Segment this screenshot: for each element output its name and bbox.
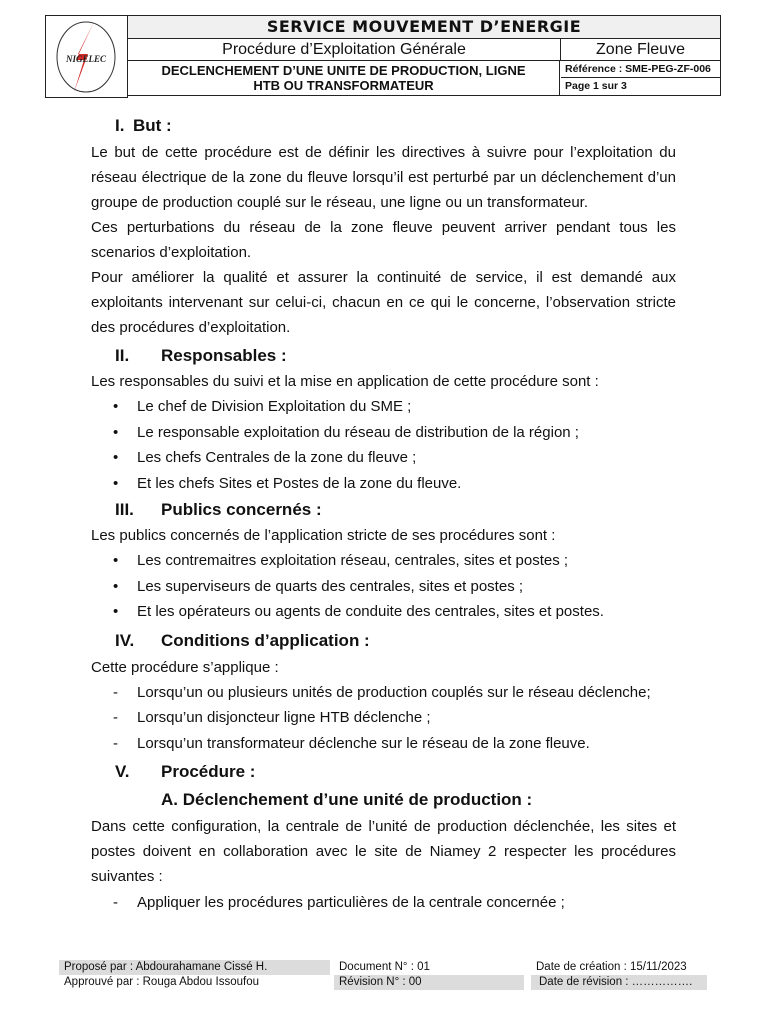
bullet-marker: • <box>113 552 119 569</box>
dash-marker: - <box>113 709 118 726</box>
lightning-logo-icon <box>54 20 118 94</box>
paragraph: Les publics concernés de l’application stricte de ses procédures sont : <box>91 527 556 544</box>
section-number: III. <box>115 500 134 519</box>
list-item: • Les chefs Centrales de la zone du fleuve ; <box>91 445 676 471</box>
section-number: V. <box>115 762 130 781</box>
page-counter: Page 1 sur 3 <box>565 80 627 92</box>
svg-text:NIGELEC: NIGELEC <box>65 54 107 64</box>
section-title: But : <box>133 116 172 135</box>
paragraph: Ces perturbations du réseau de la zone fleuve peuvent arriver pendant tous les scenarios d’exploitation. <box>91 219 676 261</box>
bullet-marker: • <box>113 398 119 415</box>
revision-date: Date de révision : ……………. <box>531 975 707 990</box>
paragraph: Le but de cette procédure est de définir les directives à suivre pour l’exploitation du réseau électrique de la zone du fleuve lorsqu’il est perturbé par un déclenchement d’un groupe de production couplé sur le réseau, une ligne ou un transformateur. <box>91 144 676 211</box>
service-title: SERVICE MOUVEMENT D’ENERGIE <box>128 16 720 39</box>
creation-date: Date de création : 15/11/2023 <box>536 961 687 973</box>
bullet-marker: • <box>113 474 119 492</box>
document-title-line2: HTB OU TRANSFORMATEUR <box>253 78 434 93</box>
bullet-marker: • <box>113 423 119 441</box>
document-header <box>45 15 722 98</box>
proposed-by: Proposé par : Abdourahamane Cissé H. <box>59 960 330 975</box>
section-heading-responsables <box>91 342 676 369</box>
section-title: Conditions d’application : <box>161 630 370 650</box>
procedure-list <box>91 890 676 916</box>
dash-marker: - <box>113 734 118 752</box>
list-item: • Le responsable exploitation du réseau de distribution de la région ; <box>91 420 676 446</box>
list-item: • Et les opérateurs ou agents de conduite des centrales, sites et postes. <box>91 599 676 625</box>
list-item: • Le chef de Division Exploitation du SME ; <box>91 394 676 420</box>
document-title-line1: DECLENCHEMENT D’UNE UNITE DE PRODUCTION, LIGNE <box>161 63 526 78</box>
dash-marker: - <box>113 894 118 911</box>
reference-label: Référence : SME-PEG-ZF-006 <box>561 61 720 78</box>
section-number: II. <box>115 346 130 365</box>
list-item: - Lorsqu’un transformateur déclenche sur le réseau de la zone fleuve. <box>91 731 676 757</box>
list-item: - Lorsqu’un ou plusieurs unités de production couplés sur le réseau déclenche; <box>91 680 676 706</box>
section-title: Responsables : <box>161 346 287 365</box>
section-heading-procedure <box>91 758 676 785</box>
section-heading-but <box>91 113 676 139</box>
responsables-list <box>91 394 676 496</box>
publics-list <box>91 548 676 625</box>
zone-label: Zone Fleuve <box>596 41 685 58</box>
procedure-type: Procédure d’Exploitation Générale <box>128 39 561 60</box>
paragraph: Pour améliorer la qualité et assurer la continuité de service, il est demandé aux exploitants intervenant sur celui-ci, chacun en ce qui le concerne, l’observation stricte des procédures d’exploitation. <box>91 269 676 336</box>
approved-by: Approuvé par : Rouga Abdou Issoufou <box>64 976 260 988</box>
section-number: IV. <box>115 630 135 650</box>
section-number: I. <box>115 116 125 135</box>
section-title: Publics concernés : <box>161 500 322 519</box>
paragraph: Cette procédure s’applique : <box>91 658 279 676</box>
list-item: • Les superviseurs de quarts des centrales, sites et postes ; <box>91 574 676 600</box>
section-title: Procédure : <box>161 762 256 781</box>
bullet-marker: • <box>113 603 119 620</box>
header-table <box>128 15 721 96</box>
list-item: • Et les chefs Sites et Postes de la zone du fleuve. <box>91 471 676 497</box>
nigelec-logo <box>45 15 128 98</box>
section-heading-conditions <box>91 627 676 654</box>
bullet-marker: • <box>113 449 119 466</box>
list-item: - Appliquer les procédures particulières de la centrale concernée ; <box>91 890 676 916</box>
document-title <box>128 61 560 95</box>
document-number: Document N° : 01 <box>339 961 430 973</box>
revision-number: Révision N° : 00 <box>334 975 524 990</box>
bullet-marker: • <box>113 577 119 595</box>
dash-marker: - <box>113 683 118 701</box>
section-heading-publics <box>91 496 676 523</box>
paragraph: Dans cette configuration, la centrale de l’unité de production déclenchée, les sites et postes doivent en collaboration avec le site de Niamey 2 respecter les procédures suivantes : <box>91 818 676 885</box>
subsection-heading-a: A. Déclenchement d’une unité de production : <box>161 790 533 809</box>
document-body <box>91 113 676 916</box>
conditions-list <box>91 680 676 757</box>
list-item: • Les contremaitres exploitation réseau, centrales, sites et postes ; <box>91 548 676 574</box>
paragraph: Les responsables du suivi et la mise en application de cette procédure sont : <box>91 373 599 390</box>
list-item: - Lorsqu’un disjoncteur ligne HTB déclenche ; <box>91 705 676 731</box>
